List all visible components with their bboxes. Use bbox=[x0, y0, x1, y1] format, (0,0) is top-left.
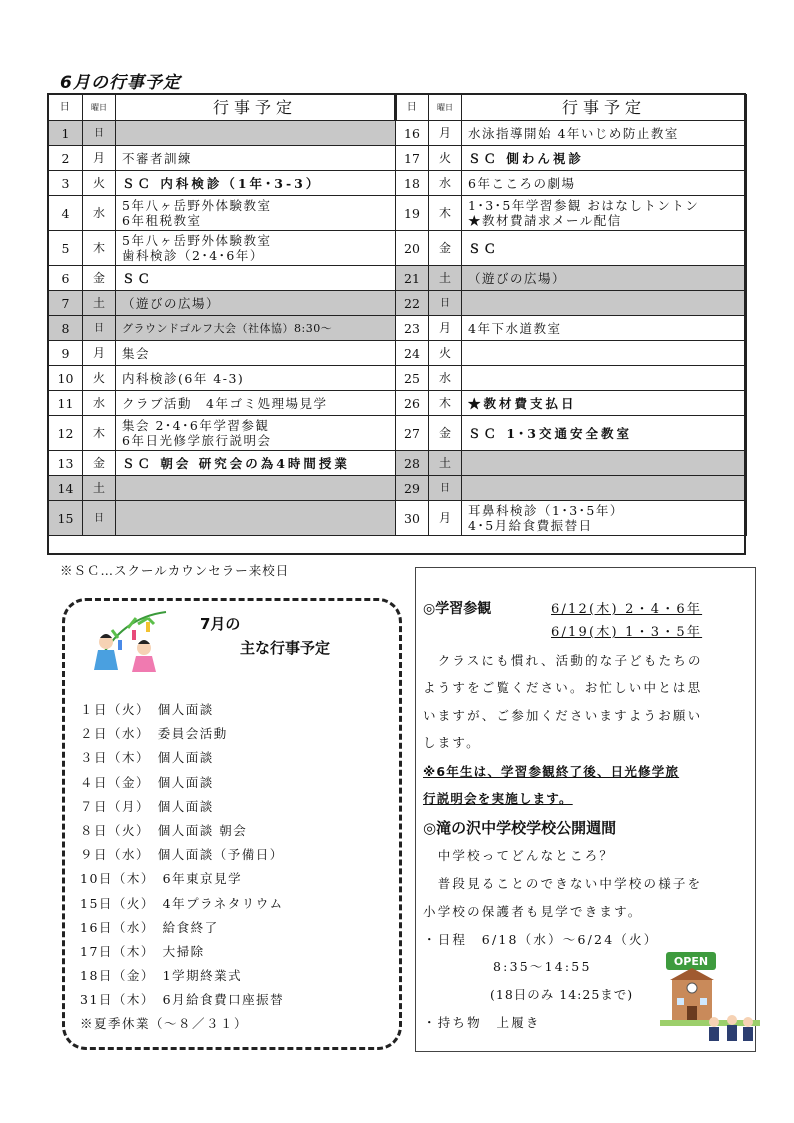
july-title-line1: 7月の bbox=[200, 615, 241, 633]
event-text: 1･3･5年学習参観 おはなしトントン bbox=[468, 198, 700, 213]
day-cell: 22 bbox=[396, 291, 429, 316]
weekday-cell: 金 bbox=[429, 231, 462, 266]
july-list-item: ８日（火） 個人面談 朝会 bbox=[80, 822, 248, 838]
visit-note-1: ※6年生は、学習参観終了後、日光修学旅 bbox=[423, 764, 680, 779]
event-text: 6年こころの劇場 bbox=[468, 175, 576, 191]
header-day: 日 bbox=[396, 95, 429, 121]
weekday-cell: 金 bbox=[83, 266, 116, 291]
event-cell bbox=[462, 451, 747, 476]
july-list-item: 17日（木） 大掃除 bbox=[80, 943, 205, 959]
event-cell bbox=[462, 146, 747, 171]
jhs-body-2: 普段見ることのできない中学校の様子を bbox=[423, 876, 703, 891]
weekday-cell: 月 bbox=[83, 146, 116, 171]
table-row bbox=[49, 196, 747, 231]
table-row bbox=[49, 266, 747, 291]
event-text: 集会 2･4･6年学習参観 bbox=[122, 418, 270, 433]
visit-note-2: 行説明会を実施します。 bbox=[423, 791, 573, 806]
event-cell bbox=[116, 266, 396, 291]
table-row bbox=[49, 146, 747, 171]
july-list-item: 10日（木） 6年東京見学 bbox=[80, 871, 243, 887]
event-text: ＳＣ bbox=[122, 270, 154, 286]
day-cell: 15 bbox=[49, 501, 83, 536]
event-text: 5年八ヶ岳野外体験教室 bbox=[122, 198, 272, 213]
weekday-cell: 水 bbox=[83, 196, 116, 231]
day-cell: 12 bbox=[49, 416, 83, 451]
event-cell bbox=[116, 196, 396, 231]
table-row bbox=[49, 501, 747, 536]
weekday-cell: 水 bbox=[429, 366, 462, 391]
event-text: （遊びの広場） bbox=[122, 295, 221, 311]
event-cell bbox=[116, 391, 396, 416]
school-open-illustration bbox=[660, 950, 760, 1048]
event-text: ＳＣ 1･3交通安全教室 bbox=[468, 425, 632, 441]
table-row bbox=[49, 391, 747, 416]
weekday-cell: 月 bbox=[83, 341, 116, 366]
event-cell bbox=[462, 171, 747, 196]
weekday-cell: 火 bbox=[83, 171, 116, 196]
event-text: ＳＣ 側わん視診 bbox=[468, 150, 584, 166]
event-cell bbox=[462, 476, 747, 501]
weekday-cell: 土 bbox=[83, 476, 116, 501]
day-cell: 18 bbox=[396, 171, 429, 196]
day-cell: 25 bbox=[396, 366, 429, 391]
event-text: 4年下水道教室 bbox=[468, 320, 562, 336]
tanabata-illustration bbox=[88, 608, 170, 674]
day-cell: 24 bbox=[396, 341, 429, 366]
event-cell bbox=[462, 316, 747, 341]
day-cell: 11 bbox=[49, 391, 83, 416]
event-cell bbox=[116, 121, 396, 146]
day-cell: 28 bbox=[396, 451, 429, 476]
event-cell bbox=[462, 501, 747, 536]
weekday-cell: 土 bbox=[429, 266, 462, 291]
event-text-2: 4･5月給食費振替日 bbox=[468, 518, 593, 533]
weekday-cell: 木 bbox=[83, 416, 116, 451]
header-weekday: 曜日 bbox=[83, 95, 116, 121]
july-list-item: ７日（月） 個人面談 bbox=[80, 798, 214, 814]
table-row bbox=[49, 416, 747, 451]
table-row bbox=[49, 341, 747, 366]
event-text: クラブ活動 4年ゴミ処理場見学 bbox=[122, 395, 328, 411]
day-cell: 1 bbox=[49, 121, 83, 146]
weekday-cell: 日 bbox=[83, 316, 116, 341]
table-row bbox=[49, 291, 747, 316]
event-cell bbox=[116, 171, 396, 196]
weekday-cell: 木 bbox=[429, 391, 462, 416]
june-schedule-table bbox=[48, 94, 747, 536]
header-event: 行事予定 bbox=[462, 95, 747, 121]
jhs-date: ・日程 6/18（水）～6/24（火） bbox=[423, 932, 659, 947]
weekday-cell: 月 bbox=[429, 501, 462, 536]
event-text: 不審者訓練 bbox=[122, 150, 193, 166]
day-cell: 26 bbox=[396, 391, 429, 416]
table-header-row bbox=[49, 95, 747, 121]
day-cell: 6 bbox=[49, 266, 83, 291]
weekday-cell: 火 bbox=[83, 366, 116, 391]
visit-heading: ◎学習参観 bbox=[423, 601, 492, 617]
jhs-bring: ・持ち物 上履き bbox=[423, 1015, 541, 1030]
jhs-time: 8:35～14:55 bbox=[493, 959, 592, 974]
event-text: 耳鼻科検診（1･3･5年） bbox=[468, 503, 624, 518]
day-cell: 8 bbox=[49, 316, 83, 341]
event-text: 水泳指導開始 4年いじめ防止教室 bbox=[468, 125, 679, 141]
event-cell bbox=[116, 476, 396, 501]
weekday-cell: 土 bbox=[429, 451, 462, 476]
july-list-item: ※夏季休業（～８／３１） bbox=[80, 1016, 249, 1032]
visit-body-4: します。 bbox=[423, 735, 481, 750]
event-text: 内科検診(6年 4-3) bbox=[122, 370, 245, 386]
day-cell: 21 bbox=[396, 266, 429, 291]
event-text: ＳＣ bbox=[468, 240, 500, 256]
visit-date-1: 6/12(木) 2・4・6年 bbox=[551, 602, 703, 617]
day-cell: 23 bbox=[396, 316, 429, 341]
day-cell: 3 bbox=[49, 171, 83, 196]
header-day: 日 bbox=[49, 95, 83, 121]
weekday-cell: 金 bbox=[429, 416, 462, 451]
day-cell: 19 bbox=[396, 196, 429, 231]
visit-body-1: クラスにも慣れ、活動的な子どもたちの bbox=[423, 653, 703, 668]
weekday-cell: 火 bbox=[429, 146, 462, 171]
weekday-cell: 木 bbox=[429, 196, 462, 231]
weekday-cell: 水 bbox=[83, 391, 116, 416]
july-list-item: 16日（水） 給食終了 bbox=[80, 919, 219, 935]
jhs-body-3: 小学校の保護者も見学できます。 bbox=[423, 904, 643, 919]
event-cell bbox=[116, 341, 396, 366]
july-list-item: 31日（木） 6月給食費口座振替 bbox=[80, 992, 285, 1008]
july-event-list bbox=[80, 698, 284, 1037]
july-title bbox=[200, 612, 330, 660]
weekday-cell: 火 bbox=[429, 341, 462, 366]
visit-body-2: ようすをご覧ください。お忙しい中とは思 bbox=[423, 680, 703, 695]
event-cell bbox=[462, 231, 747, 266]
event-cell bbox=[462, 341, 747, 366]
day-cell: 9 bbox=[49, 341, 83, 366]
visit-date-2: 6/19(木) 1・3・5年 bbox=[551, 625, 703, 640]
event-cell bbox=[116, 451, 396, 476]
day-cell: 10 bbox=[49, 366, 83, 391]
table-row bbox=[49, 476, 747, 501]
event-cell bbox=[116, 146, 396, 171]
weekday-cell: 木 bbox=[83, 231, 116, 266]
july-list-item: ４日（金） 個人面談 bbox=[80, 774, 214, 790]
jhs-heading: ◎滝の沢中学校学校公開週間 bbox=[423, 819, 617, 837]
header-weekday: 曜日 bbox=[429, 95, 462, 121]
event-cell bbox=[116, 291, 396, 316]
day-cell: 30 bbox=[396, 501, 429, 536]
event-text-2: 6年日光修学旅行説明会 bbox=[122, 433, 272, 448]
event-cell bbox=[462, 266, 747, 291]
event-text: ＳＣ 内科検診（1年･3-3） bbox=[122, 175, 322, 191]
weekday-cell: 日 bbox=[83, 501, 116, 536]
july-list-item: ２日（水） 委員会活動 bbox=[80, 726, 228, 742]
event-cell bbox=[116, 501, 396, 536]
weekday-cell: 日 bbox=[429, 291, 462, 316]
event-cell bbox=[462, 121, 747, 146]
event-cell bbox=[116, 231, 396, 266]
weekday-cell: 月 bbox=[429, 316, 462, 341]
event-text-2: 6年租税教室 bbox=[122, 213, 202, 228]
weekday-cell: 土 bbox=[83, 291, 116, 316]
weekday-cell: 水 bbox=[429, 171, 462, 196]
weekday-cell: 金 bbox=[83, 451, 116, 476]
event-cell bbox=[462, 196, 747, 231]
header-event: 行事予定 bbox=[116, 95, 396, 121]
jhs-time-note: (18日のみ 14:25まで) bbox=[490, 987, 634, 1002]
day-cell: 20 bbox=[396, 231, 429, 266]
table-row bbox=[49, 366, 747, 391]
day-cell: 16 bbox=[396, 121, 429, 146]
day-cell: 29 bbox=[396, 476, 429, 501]
event-cell bbox=[462, 391, 747, 416]
event-text: グラウンドゴルフ大会（社体協）8:30～ bbox=[122, 321, 333, 335]
july-list-item: 15日（火） 4年プラネタリウム bbox=[80, 895, 284, 911]
july-list-item: ９日（水） 個人面談（予備日） bbox=[80, 847, 284, 863]
event-text-2: 歯科検診（2･4･6年） bbox=[122, 248, 264, 263]
day-cell: 2 bbox=[49, 146, 83, 171]
event-text: （遊びの広場） bbox=[468, 270, 567, 286]
event-text: 集会 bbox=[122, 345, 151, 361]
day-cell: 13 bbox=[49, 451, 83, 476]
day-cell: 5 bbox=[49, 231, 83, 266]
july-list-item: 18日（金） 1学期終業式 bbox=[80, 968, 243, 984]
event-cell bbox=[116, 316, 396, 341]
event-cell bbox=[462, 416, 747, 451]
day-cell: 17 bbox=[396, 146, 429, 171]
visit-body-3: いますが、ご参加くださいますようお願い bbox=[423, 708, 703, 723]
open-sign-text: OPEN bbox=[673, 955, 709, 968]
july-title-line2: 主な行事予定 bbox=[240, 639, 331, 657]
july-list-item: ３日（木） 個人面談 bbox=[80, 750, 214, 766]
event-text: 5年八ヶ岳野外体験教室 bbox=[122, 233, 272, 248]
day-cell: 4 bbox=[49, 196, 83, 231]
sc-note: ※ＳＣ…スクールカウンセラー来校日 bbox=[60, 563, 290, 578]
event-text: ★教材費支払日 bbox=[468, 395, 577, 411]
event-cell bbox=[116, 366, 396, 391]
event-cell bbox=[462, 366, 747, 391]
event-text-2: ★教材費請求メール配信 bbox=[468, 213, 622, 228]
table-row bbox=[49, 316, 747, 341]
table-row bbox=[49, 121, 747, 146]
day-cell: 27 bbox=[396, 416, 429, 451]
weekday-cell: 月 bbox=[429, 121, 462, 146]
event-text: ＳＣ 朝会 研究会の為4時間授業 bbox=[122, 455, 350, 471]
day-cell: 7 bbox=[49, 291, 83, 316]
weekday-cell: 日 bbox=[429, 476, 462, 501]
day-cell: 14 bbox=[49, 476, 83, 501]
july-list-item: １日（火） 個人面談 bbox=[80, 702, 214, 717]
june-title: 6月の行事予定 bbox=[60, 73, 181, 93]
jhs-body-1: 中学校ってどんなところ？ bbox=[423, 848, 615, 863]
table-row bbox=[49, 451, 747, 476]
weekday-cell: 日 bbox=[83, 121, 116, 146]
table-row bbox=[49, 231, 747, 266]
event-cell bbox=[116, 416, 396, 451]
table-row bbox=[49, 171, 747, 196]
event-cell bbox=[462, 291, 747, 316]
